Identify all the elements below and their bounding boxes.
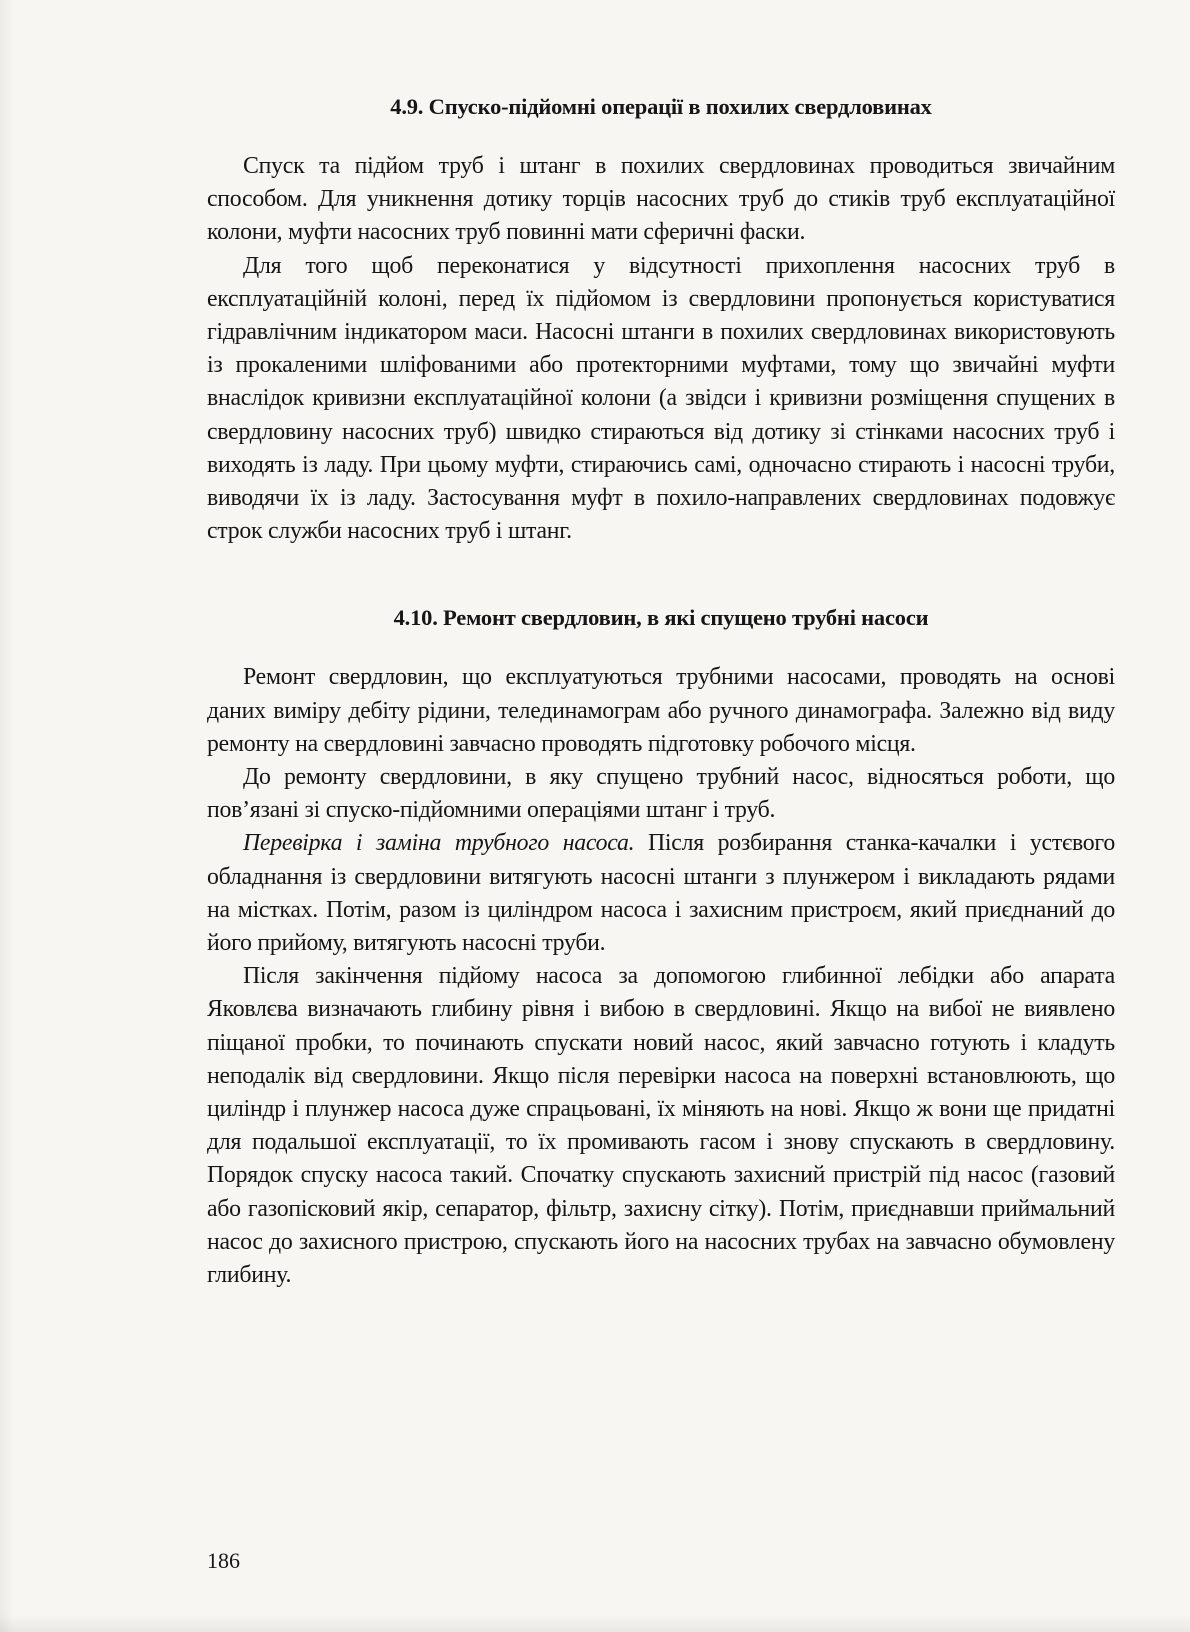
scan-edge-left <box>0 0 14 1632</box>
section-4-9 <box>207 92 1115 548</box>
paragraph: Ремонт свердловин, що експлуатуються трубними насосами, проводять на основі даних виміру дебіту рідини, телединамограм або ручного динамографа. Залежно від виду ремонту на свердловині завчасно проводять підготовку робочого місця. <box>207 664 1115 757</box>
section-title: 4.9. Спуско-підйомні операції в похилих свердловинах <box>390 94 932 119</box>
paragraph: Для того щоб переконатися у відсутності прихоплення насосних труб в експлуатаційній колоні, перед їх підйомом із свердловини пропонується користуватися гідравлічним індикатором маси. Насосні штанги в похилих свердловинах використовують із прокаленими шліфованими або протекторними муфтами, тому що звичайні муфти внаслідок кривизни експлуатаційної колони (а звідси і кривизни розміщення спущених в свердловину насосних труб) швидко стираються від дотику зі стінками насосних труб і виходять із ладу. При цьому муфти, стираючись самі, одночасно стирають і насосні труби, виводячи їх із ладу. Застосування муфт в похило-направлених свердловинах подовжує строк служби насосних труб і штанг. <box>207 252 1115 545</box>
italic-subheading: Перевірка і заміна трубного насоса. <box>243 830 635 857</box>
section-4-10 <box>207 603 1115 1292</box>
section-title: 4.10. Ремонт свердловин, в які спущено трубні насоси <box>393 605 929 631</box>
paragraph-with-italic-lead <box>207 827 1115 960</box>
paragraph: До ремонту свердловини, в яку спущено трубний насос, відносяться роботи, що пов’язані зі спуско-підйомними операціями штанг і труб. <box>207 764 1115 824</box>
paragraph: Після закінчення підйому насоса за допомогою глибинної лебідки або апарата Яковлєва визначають глибину рівня і вибою в свердловині. Якщо на вибої не виявлено піщаної пробки, то починають спускати новий насос, який завчасно готують і кладуть неподалік від свердловини. Якщо після перевірки насоса на поверхні встановлюють, що циліндр і плунжер насоса дуже спрацьовані, їх міняють на нові. Якщо ж вони ще придатні для подальшої експлуатації, то їх промивають гасом і знову спускають в свердловину. Порядок спуску насоса такий. Спочатку спускають захисний пристрій під насос (газовий або газопісковий якір, сепаратор, фільтр, захисну сітку). Потім, приєднавши приймальний насос до захисного пристрою, спускають його на насосних трубах на завчасно обумовлену глибину. <box>207 963 1115 1289</box>
paragraph: Спуск та підйом труб і штанг в похилих свердловинах проводиться звичайним способом. Для уникнення дотику торців насосних труб до стиків труб експлуатаційної колони, муфти насосних труб повинні мати сферичні фаски. <box>207 153 1115 246</box>
paragraph-text: Після розбирання станка-качалки і устєвого обладнання із свердловини витягують насосні штанги з плунжером і викладають рядами на містках. Потім, разом із циліндром насоса і захисним пристроєм, який приєднаний до його прийому, витягують насосні труби. <box>207 830 1115 957</box>
page-number: 186 <box>207 1548 240 1573</box>
scan-edge-bottom <box>0 1614 1190 1632</box>
page-content <box>207 92 1115 1292</box>
